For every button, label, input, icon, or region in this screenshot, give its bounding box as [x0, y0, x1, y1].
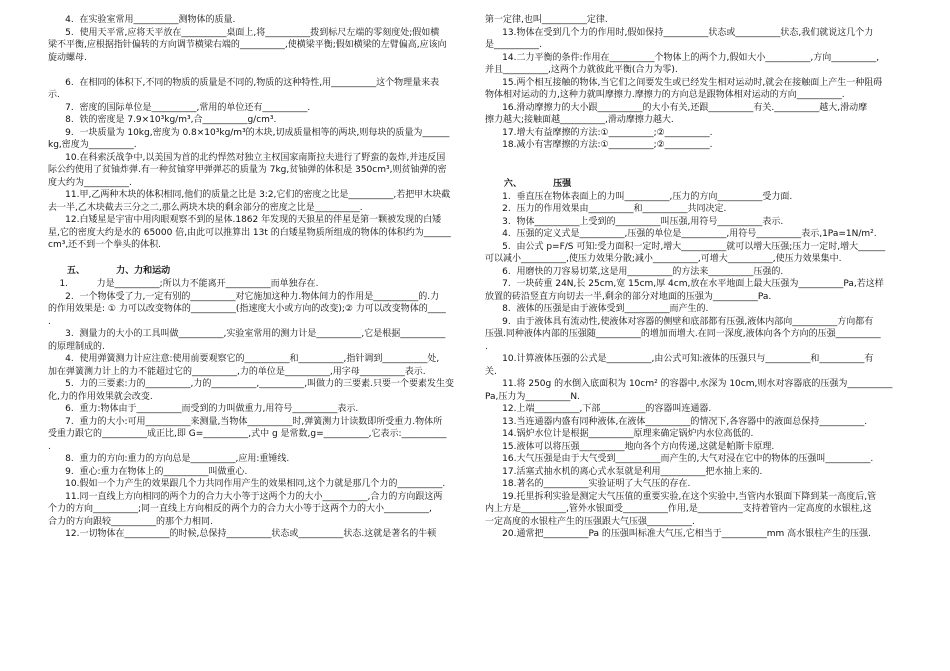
text-line: 7. 一块砖重 24N,长 25cm,宽 15cm,厚 4cm,放在水平地面上最大压强为__________Pa,若这样: [485, 279, 884, 289]
text-line: 6. 重力:物体由于__________而受到的力叫做重力,用符号__________表示.: [48, 404, 359, 414]
text-line: 7. 重力的大小:可用__________来测量,当物体__________时,弹簧测力计读数即所受重力.物体所: [48, 416, 443, 427]
left-column: [48, 14, 458, 541]
text-line: 化,力的作用效果就会改变.: [48, 391, 153, 402]
text-line: 7. 密度的国际单位是__________,常用的单位还有__________.: [48, 102, 311, 113]
text-line: 擦力越大;接触面越__________,滑动摩擦力越大.: [485, 115, 674, 125]
text-line: 合力的方向跟较__________的那个力相同.: [48, 516, 213, 527]
text-line: 12.一切物体在__________的时候,总保持__________状态或__________状态.这就是著名的牛顿: [48, 529, 437, 539]
text-line: 10.计算液体压强的公式是__________,由公式可知:液体的压强只与__________和__________有: [485, 354, 874, 364]
text-line: 18.减小有害摩擦的方法:①__________;②__________.: [485, 140, 713, 150]
text-line: 17.增大有益摩擦的方法:①__________;②__________.: [485, 127, 713, 138]
text-line: 物体相对运动的力,这种力就叫摩擦力.摩擦力的方向总是跟物体相对运动的方向__________.: [485, 90, 845, 100]
text-line: 度大约为__________.: [48, 177, 132, 188]
text-line: 3. 测量力的大小的工具叫做__________,实验室常用的测力计是__________,它是根据__________: [48, 329, 446, 339]
text-line: 15.两个相互接触的物体,当它们之间要发生或已经发生相对运动时,就会在接触面上产生一种阻碍: [485, 77, 883, 88]
text-line: 梁不平衡,应根据指针偏转的方向调节横梁右端的__________,使横梁平衡;假如横梁的左臂偏高,应该向: [48, 40, 447, 50]
text-line: 压强.同种液体内部的压强随__________的增加而增大.在同一深度,液体向各个方向的压强__________: [485, 329, 881, 339]
text-line: 去一半,乙木块截去三分之二,那么两块木块的剩余部分的密度之比是__________.: [48, 202, 363, 213]
text-line: 4. 压强的定义式是__________,压强的单位是__________,用符号__________表示,1Pa=1N/m².: [485, 229, 877, 239]
text-line: 旋动螺母.: [48, 52, 87, 63]
text-line: 1. 力是__________;所以力不能离开__________而单独存在.: [48, 279, 319, 289]
text-line: 是__________.: [485, 40, 542, 50]
text-line: 12.上端__________,下部__________的容器叫连通器.: [485, 404, 712, 414]
text-line: 五、 力、力和运动: [48, 266, 171, 276]
text-line: 14.锅炉水位计是根据__________原理来确定锅炉内水位高低的.: [485, 429, 754, 439]
text-line: 8. 液体的压强是由于液体受到__________而产生的.: [485, 304, 709, 314]
text-line: 1. 垂直压在物体表面上的力叫__________,压力的方向__________受力面.: [485, 191, 793, 202]
text-line: 9. 一块质量为 10kg,密度为 0.8×10³kg/m³的木块,切成质量相等的两块,则每块的质量为______: [48, 127, 450, 138]
text-line: 放置的砖沿竖直方向切去一半,剩余的部分对地面的压强为__________Pa.: [485, 291, 772, 302]
text-line: Pa,压力为__________N.: [485, 391, 580, 402]
text-line: 4. 使用弹簧测力计应注意:使用前要观察它的__________和__________,指针调到__________处,: [48, 354, 440, 364]
text-line: 11.同一直线上方向相同的两个力的合力大小等于这两个力的大小__________,合力的方向跟这两: [48, 491, 443, 502]
text-line: 6. 在相同的体积下,不同的物质的质量是不同的,物质的这种特性,用__________这个物理量来表: [48, 77, 440, 88]
text-line: .: [485, 341, 488, 352]
text-line: 2. 压力的作用效果由__________和__________共同决定.: [485, 204, 727, 214]
text-line: cm³,还不到一个拳头的体积.: [48, 240, 162, 250]
text-line: 14.二力平衡的条件:作用在__________个物体上的两个力,假如大小__________,方向__________,: [485, 52, 880, 63]
text-line: 16.滑动摩擦力的大小跟__________的大小有关,还跟__________有关.__________越大,滑动摩: [485, 102, 868, 113]
text-line: 并且__________,这两个力就彼此平衡(合力为零).: [485, 65, 678, 75]
text-line: 10.在科索沃战争中,以美国为首的北约悍然对独立主权国家南斯拉夫进行了野蛮的轰炸,并违反国: [48, 152, 446, 163]
blank-line: [485, 152, 913, 165]
text-line: 11.将 250g 的水倒入底面积为 10cm² 的容器中,水深为 10cm,则水对容器底的压强为__________: [485, 379, 893, 389]
text-line: 9. 重心:重力在物体上的__________叫做重心.: [48, 466, 248, 477]
text-line: 8. 铁的密度是 7.9×10³kg/m³,合__________g/cm³.: [48, 115, 277, 125]
text-line: 5. 使用天平常,应将天平放在__________桌面上,将__________拨到标尺左端的零刻度处;假如横: [48, 27, 440, 38]
text-line: 加在弹簧测力计上的力不能超过它的__________,力的单位是__________,用字母__________表示.: [48, 366, 426, 377]
text-line: kg,密度为__________.: [48, 140, 137, 150]
text-line: 11.甲,乙两种木块的体积相同,他们的质量之比是 3:2,它们的密度之比是__________,若把甲木块截: [48, 190, 451, 200]
right-column: [485, 14, 913, 541]
text-line: 9. 由于液体具有流动性,使液体对容器的侧壁和底部都有压强,液体内部向__________方向都有: [485, 316, 874, 327]
blank-line: [485, 164, 913, 177]
text-line: 示.: [48, 90, 60, 100]
text-line: 受重力跟它的__________成正比,即 G=__________,式中 g 是常数,g=__________,它表示:__________: [48, 429, 447, 439]
text-line: 17.活塞式抽水机的离心式水泵就是利用__________把水抽上来的.: [485, 466, 763, 477]
text-line: 13.当连通器内盛有同种液体,在液体__________的情况下,各容器中的液面总保持__________.: [485, 416, 868, 427]
text-line: 的原理制成的.: [48, 341, 105, 352]
text-line: 10.假如一个力产生的效果跟几个力共同作用产生的效果相同,这个力就是那几个力的__________.: [48, 479, 446, 489]
text-line: 关.: [485, 366, 497, 377]
text-line: 个力的方向__________;同一直线上方向相反的两个力的合力大小等于这两个力的大小__________,: [48, 504, 432, 514]
text-line: 星,它的密度大约是水的 65000 倍,由此可以推算出 13t 的白矮星物质所组成的物体的体积约为______: [48, 227, 451, 238]
text-line: 4. 在实验室常用__________测物体的质量.: [48, 15, 236, 25]
text-line: 的作用效果是: ① 力可以改变物体的__________(指速度大小或方向的改变);② 力可以改变物体的____: [48, 304, 446, 314]
text-line: 19.托里拆利实验是测定大气压值的重要实验,在这个实验中,当管内水银面下降到某一高度后,管: [485, 491, 877, 502]
blank-line: [48, 252, 458, 265]
text-line: 16.大气压强是由于大气受到__________而产生的,大气对浸在它中的物体的压强叫__________.: [485, 454, 874, 464]
text-line: 际公约使用了贫铀炸弹.有一种贫铀穿甲弹弹芯的质量为 7kg,贫铀弹的体积是 350cm³,则贫铀弹的密: [48, 165, 447, 175]
blank-line: [48, 64, 458, 77]
text-line: 18.著名的__________实验证明了大气压的存在.: [485, 479, 691, 489]
text-line: 一定高度的水银柱产生的压强跟大气压强__________.: [485, 516, 695, 527]
text-line: 15.液体可以将压强__________地向各个方向传递,这就是帕斯卡原理.: [485, 441, 775, 452]
text-line: 12.白矮星是宇宙中用肉眼观察不到的星体.1862 年发现的天狼星的伴星是第一颗被发现的白矮: [48, 215, 442, 225]
text-line: 13.物体在受到几个力的作用时,假如保持__________状态或__________状态,我们就说这几个力: [485, 27, 874, 38]
text-line: 8. 重力的方向:重力的方向总是__________,应用:重锤线.: [48, 454, 290, 464]
text-line: .: [48, 441, 51, 452]
text-line: 20.通常把__________Pa 的压强叫标准大气压,它相当于__________mm 高水银柱产生的压强.: [485, 529, 872, 539]
text-line: .: [48, 316, 51, 327]
text-line: 5. 由公式 p=F/S 可知:受力面积一定时,增大__________就可以增大压强;压力一定时,增大______: [485, 241, 886, 252]
text-line: 2. 一个物体受了力,一定有别的__________对它施加这种力.物体间力的作用是__________的.力: [48, 291, 440, 302]
text-line: 可以减小__________,使压力效果分散;减小__________,可增大__________,使压力效果集中.: [485, 254, 842, 264]
text-line: 内上方是__________,管外水银面受__________作用,是__________支持着管内一定高度的水银柱,这: [485, 504, 872, 514]
text-line: 第一定律,也叫__________定律.: [485, 15, 608, 25]
text-line: 5. 力的三要素:力的__________,力的__________,__________,叫做力的三要素.只要一个要素发生变: [48, 379, 454, 389]
text-line: 6. 用磨快的刀容易切菜,这是用__________的方法来__________压强的.: [485, 266, 784, 277]
text-line: 3. 物体__________上受到的__________叫压强,用符号__________表示.: [485, 216, 784, 227]
text-line: 六、 压强: [485, 178, 572, 189]
